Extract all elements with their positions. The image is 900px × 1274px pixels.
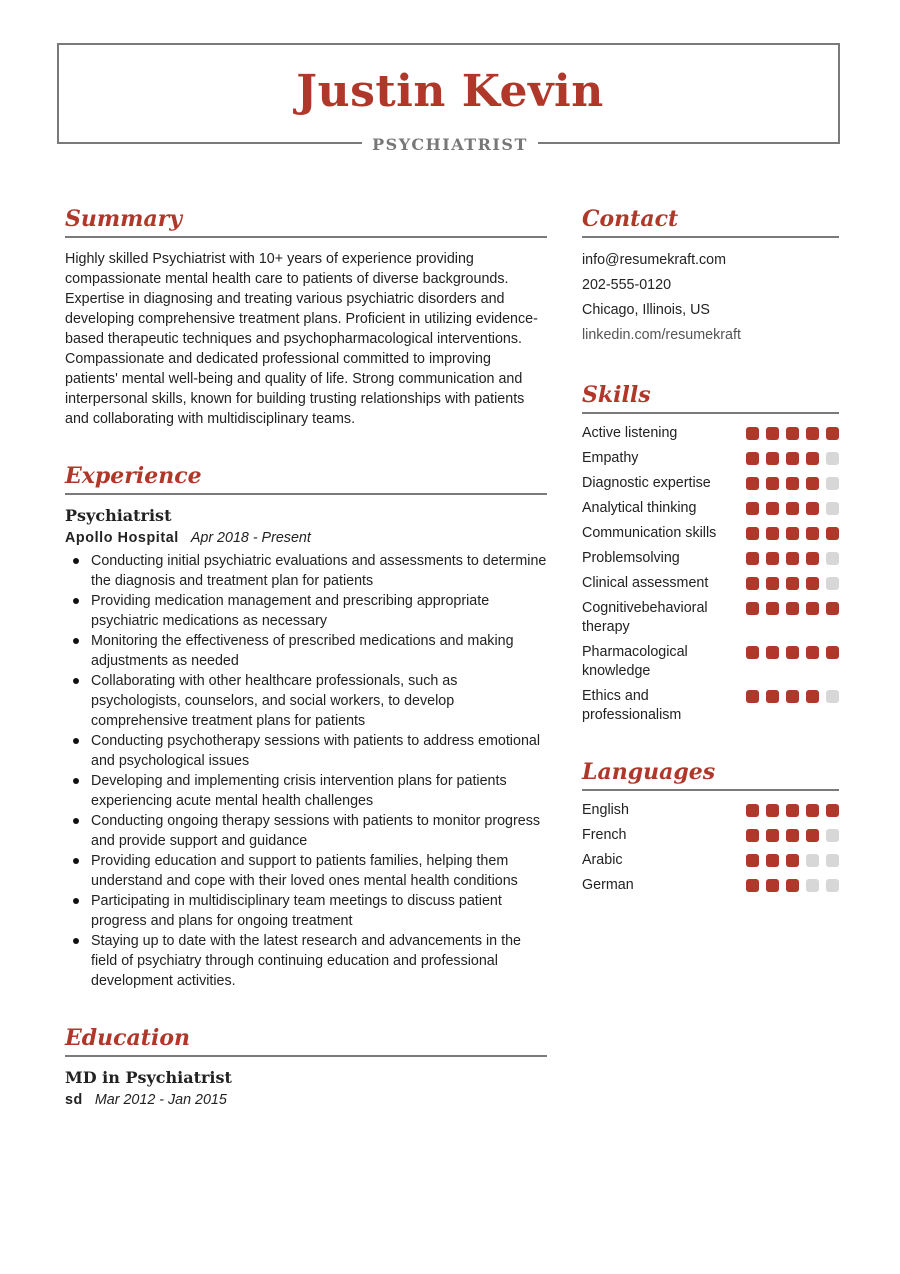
skill-row [582,524,839,543]
rating-dot-filled [806,577,819,590]
list-item: Participating in multidisciplinary team meetings to discuss patient progress and plans for ongoing treatment [65,891,547,931]
rating-dot-filled [746,502,759,515]
rating-dot-empty [826,552,839,565]
rating-dot-filled [746,527,759,540]
rating-dot-filled [766,829,779,842]
list-item: Providing education and support to patients families, helping them understand and cope with their loved ones mental health conditions [65,851,547,891]
rating-dot-filled [746,427,759,440]
skill-row [582,643,839,681]
language-rating [746,826,839,842]
languages-section [582,753,839,895]
languages-list [582,801,839,895]
skill-row [582,474,839,493]
rating-dot-filled [786,804,799,817]
contact-location: Chicago, Illinois, US [582,302,710,318]
skill-label: Active listening [582,425,678,441]
skill-rating [746,599,839,615]
list-item: Collaborating with other healthcare professionals, such as psychologists, counselors, and social workers, to develop comprehensive treatment plans for patients [65,671,547,731]
rating-dot-filled [786,427,799,440]
job-meta [65,527,547,549]
job-position: Psychiatrist [65,506,172,525]
rating-dot-filled [786,452,799,465]
contact-list [582,248,839,348]
job-duties-list [65,551,547,991]
list-item: Monitoring the effectiveness of prescribed medications and making adjustments as needed [65,631,547,671]
skill-row [582,424,839,443]
education-section [65,1019,547,1111]
rating-dot-filled [746,552,759,565]
skill-rating [746,643,839,659]
experience-section [65,457,547,991]
rating-dot-filled [746,879,759,892]
rating-dot-empty [806,879,819,892]
skill-label: Analytical thinking [582,500,697,516]
rating-dot-filled [766,804,779,817]
rating-dot-filled [786,552,799,565]
rating-dot-empty [826,854,839,867]
language-row [582,876,839,895]
rating-dot-filled [786,646,799,659]
rating-dot-empty [806,854,819,867]
skill-rating [746,524,839,540]
contact-heading: Contact [582,200,839,238]
list-item: Conducting initial psychiatric evaluations and assessments to determine the diagnosis and treatment plan for patients [65,551,547,591]
rating-dot-empty [826,879,839,892]
rating-dot-filled [766,602,779,615]
rating-dot-filled [746,804,759,817]
rating-dot-empty [826,452,839,465]
rating-dot-filled [746,602,759,615]
contact-phone[interactable]: 202-555-0120 [582,277,672,293]
rating-dot-filled [766,477,779,490]
language-rating [746,801,839,817]
rating-dot-filled [826,527,839,540]
skill-label: Pharmacological knowledge [582,644,688,679]
skill-row [582,599,839,637]
main-column [65,200,547,1111]
side-column [582,200,839,901]
skill-row [582,499,839,518]
language-row [582,826,839,845]
rating-dot-filled [786,477,799,490]
rating-dot-filled [826,804,839,817]
language-rating [746,851,839,867]
skill-rating [746,449,839,465]
rating-dot-filled [806,829,819,842]
education-dates: Mar 2012 - Jan 2015 [94,1092,227,1108]
summary-heading: Summary [65,200,547,238]
rating-dot-filled [766,452,779,465]
rating-dot-filled [826,602,839,615]
rating-dot-filled [806,502,819,515]
rating-dot-filled [806,527,819,540]
languages-heading: Languages [582,753,839,791]
contact-linkedin[interactable]: linkedin.com/resumekraft [582,327,741,343]
skills-list [582,424,839,725]
education-heading: Education [65,1019,547,1057]
skill-label: Communication skills [582,525,717,541]
rating-dot-empty [826,502,839,515]
skill-rating [746,424,839,440]
contact-section [582,200,839,348]
rating-dot-filled [806,690,819,703]
rating-dot-filled [806,602,819,615]
rating-dot-filled [806,552,819,565]
rating-dot-filled [786,502,799,515]
rating-dot-filled [786,879,799,892]
list-item: Staying up to date with the latest research and advancements in the field of psychiatry through continuing education and professional development activities. [65,931,547,991]
contact-email[interactable]: info@resumekraft.com [582,252,727,268]
rating-dot-filled [766,427,779,440]
rating-dot-filled [826,427,839,440]
skill-row [582,687,839,725]
rating-dot-empty [826,690,839,703]
rating-dot-filled [746,854,759,867]
rating-dot-filled [786,527,799,540]
rating-dot-filled [746,646,759,659]
rating-dot-empty [826,577,839,590]
rating-dot-filled [806,477,819,490]
rating-dot-filled [786,690,799,703]
skill-rating [746,474,839,490]
language-label: English [582,802,629,818]
summary-text: Highly skilled Psychiatrist with 10+ years of experience providing compassionate mental health care to patients of diverse backgrounds. Expertise in diagnosing and treating various psychiatric disorders and developing comprehensive treatment plans. Proficient in utilizing evidence-based therapeutic techniques and psychopharmacological interventions. Compassionate and dedicated professional committed to improving patients' mental well-being and quality of life. Strong communication and interpersonal skills, known for building trusting relationships with patients and collaborating with multidisciplinary teams. [65,251,538,427]
list-item: Conducting psychotherapy sessions with patients to address emotional and psychological issues [65,731,547,771]
skill-label: Cognitivebehavioral therapy [582,600,708,635]
skill-label: Empathy [582,450,639,466]
education-school: sd [65,1092,83,1108]
skill-rating [746,687,839,703]
language-label: French [582,827,627,843]
experience-heading: Experience [65,457,547,495]
education-degree: MD in Psychiatrist [65,1068,232,1087]
rating-dot-filled [766,879,779,892]
rating-dot-filled [786,602,799,615]
rating-dot-filled [806,646,819,659]
rating-dot-filled [766,552,779,565]
list-item: Conducting ongoing therapy sessions with patients to monitor progress and provide support and guidance [65,811,547,851]
rating-dot-filled [746,452,759,465]
rating-dot-filled [746,829,759,842]
skill-rating [746,499,839,515]
language-row [582,801,839,820]
rating-dot-filled [766,854,779,867]
job-dates: Apr 2018 - Present [190,530,311,546]
rating-dot-empty [826,829,839,842]
rating-dot-filled [826,646,839,659]
language-label: Arabic [582,852,623,868]
job-title-banner [0,134,900,156]
rating-dot-filled [786,577,799,590]
rating-dot-filled [746,477,759,490]
skill-rating [746,574,839,590]
skills-heading: Skills [582,376,839,414]
rating-dot-filled [766,502,779,515]
rating-dot-filled [806,427,819,440]
rating-dot-filled [786,854,799,867]
skill-row [582,449,839,468]
candidate-title: PSYCHIATRIST [362,134,538,156]
language-label: German [582,877,634,893]
rating-dot-filled [766,527,779,540]
rating-dot-filled [806,804,819,817]
rating-dot-filled [746,577,759,590]
candidate-name: Justin Kevin [296,66,604,117]
skills-section [582,376,839,725]
rating-dot-filled [746,690,759,703]
skill-label: Problemsolving [582,550,680,566]
skill-label: Ethics and professionalism [582,688,682,723]
rating-dot-filled [806,452,819,465]
rating-dot-filled [786,829,799,842]
skill-rating [746,549,839,565]
skill-label: Clinical assessment [582,575,709,591]
skill-row [582,549,839,568]
rating-dot-filled [766,690,779,703]
summary-section [65,200,547,429]
list-item: Developing and implementing crisis intervention plans for patients experiencing acute mental health challenges [65,771,547,811]
rating-dot-empty [826,477,839,490]
rating-dot-filled [766,577,779,590]
education-meta [65,1089,547,1111]
rating-dot-filled [766,646,779,659]
skill-row [582,574,839,593]
list-item: Providing medication management and prescribing appropriate psychiatric medications as necessary [65,591,547,631]
language-rating [746,876,839,892]
language-row [582,851,839,870]
skill-label: Diagnostic expertise [582,475,711,491]
job-employer: Apollo Hospital [65,530,179,546]
